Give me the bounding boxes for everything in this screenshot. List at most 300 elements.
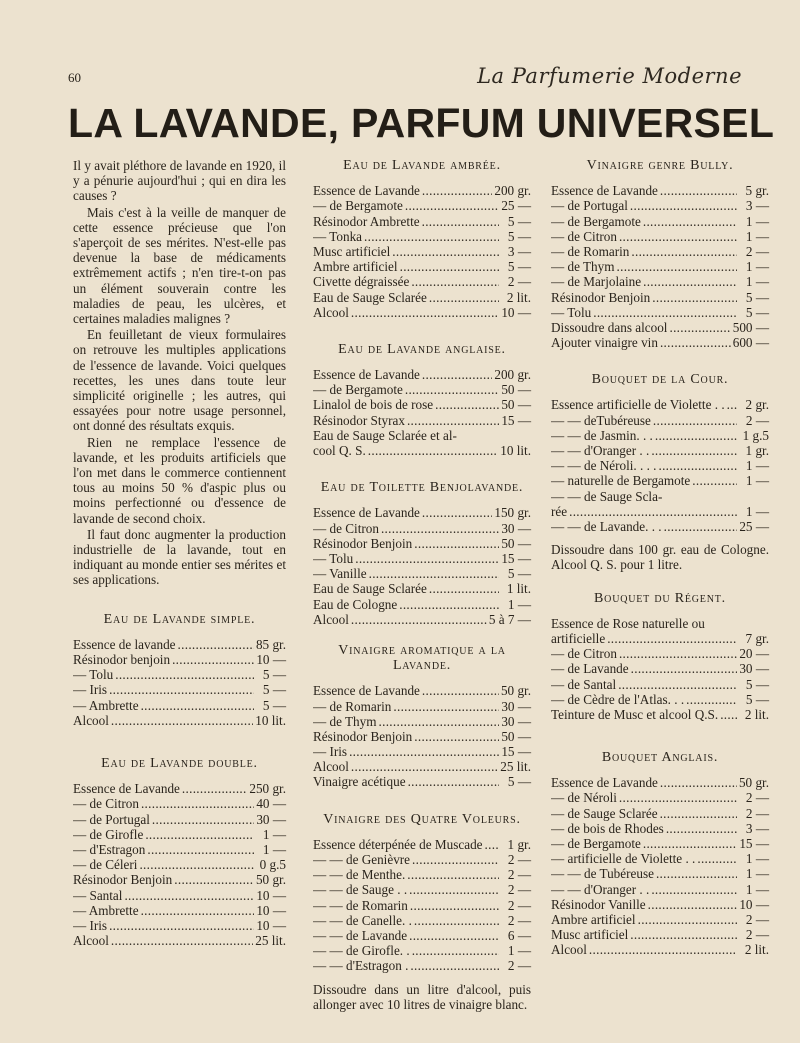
ingredient-row (551, 290, 769, 305)
ingredient-quantity: 5 — (507, 228, 531, 244)
ingredient-row (313, 428, 531, 443)
leader-dots (115, 667, 254, 682)
ingredient-quantity: 10 — (256, 652, 286, 668)
page-number: 60 (68, 70, 81, 85)
ingredient-quantity: 5 gr. (745, 183, 769, 199)
ingredient-quantity: 5 — (507, 774, 531, 790)
ingredient-quantity: 1 — (745, 503, 769, 519)
leader-dots (139, 857, 254, 872)
ingredient-quantity: 10 — (739, 896, 769, 912)
leader-dots (349, 744, 499, 759)
ingredient-row (313, 413, 531, 428)
ingredient-name: — de Marjolaine (551, 274, 642, 290)
ingredient-row (73, 857, 286, 872)
leader-dots (109, 918, 254, 933)
ingredient-row (551, 775, 769, 790)
ingredient-row (73, 812, 286, 827)
ingredient-quantity: 5 — (507, 213, 531, 229)
ingredient-quantity: 1 — (507, 596, 531, 612)
recipe (73, 612, 286, 728)
ingredient-name: Essence de Rose naturelle ou (551, 615, 705, 631)
intro-paragraph: Rien ne remplace l'essence de lavande, et les produits artificiels que l'on met dans le commerce contiennent tous au moins 50 % d'aspic plus ou moins perfectionné ou d'essence de lavande de second choix. (73, 434, 286, 526)
ingredient-name: Essence de Lavande (313, 367, 420, 383)
ingredient-name: Essence de Lavande (551, 775, 658, 791)
ingredient-name: Essence de Lavande (313, 505, 420, 521)
leader-dots (405, 382, 499, 397)
ingredient-name: Ambre artificiel (313, 259, 398, 275)
ingredient-quantity: 15 — (501, 412, 531, 428)
ingredient-row (73, 918, 286, 933)
ingredient-name: — — de Néroli. . . . (551, 458, 657, 474)
ingredient-row (313, 759, 531, 774)
intro-text (73, 158, 286, 588)
ingredient-quantity: 5 — (507, 566, 531, 582)
ingredient-row (313, 367, 531, 382)
intro-paragraph: En feuilletant de vieux formulaires on retrouve les multiples applications de l'essence de lavande. Voici quelques recettes, les unes dans toute leur simplicité originelle ; les autres, qui essayées pour notre usage personnel, ont donné des résultats exquis. (73, 327, 286, 434)
ingredient-row (551, 942, 769, 957)
ingredient-name: Teinture de Musc et alcool Q.S. (551, 706, 719, 722)
ingredient-row (73, 872, 286, 887)
recipe-title: Eau de Lavande ambrée. (343, 158, 501, 173)
leader-dots (368, 443, 498, 458)
ingredient-name: — — d'Estragon . (313, 958, 409, 974)
leader-dots (429, 581, 499, 596)
recipe (313, 342, 531, 458)
ingredient-name: — de Portugal (73, 811, 150, 827)
ingredient-quantity: 25 — (501, 198, 531, 214)
ingredient-quantity: 50 — (501, 382, 531, 398)
ingredient-row (551, 274, 769, 289)
leader-dots (410, 958, 499, 973)
ingredient-quantity: 1 — (745, 851, 769, 867)
recipe (551, 158, 769, 350)
recipe-title: Eau de Lavande double. (101, 756, 258, 772)
leader-dots (429, 290, 499, 305)
ingredient-quantity: 2 gr. (745, 397, 769, 413)
ingredient-row (551, 244, 769, 259)
ingredient-quantity: 2 — (507, 912, 531, 928)
ingredient-row (551, 631, 769, 646)
ingredient-name: — de Céleri (73, 857, 138, 873)
ingredient-name: — — de Sauge . . (313, 882, 408, 898)
recipe-title: Bouquet du Régent. (594, 590, 726, 606)
ingredient-quantity: 7 gr. (745, 630, 769, 646)
ingredient-quantity: 20 — (739, 646, 769, 662)
ingredient-row (73, 713, 286, 728)
leader-dots (392, 244, 499, 259)
leader-dots (648, 897, 737, 912)
ingredient-name: — artificielle de Violette . . (551, 851, 696, 867)
leader-dots (660, 183, 737, 198)
leader-dots (414, 536, 499, 551)
ingredient-row (551, 882, 769, 897)
ingredient-quantity: 30 — (501, 713, 531, 729)
leader-dots (643, 274, 737, 289)
ingredient-name: — de Portugal (551, 198, 628, 214)
leader-dots (407, 413, 499, 428)
leader-dots (409, 928, 499, 943)
ingredient-row (313, 198, 531, 213)
ingredient-quantity: 2 lit. (744, 706, 769, 722)
ingredient-quantity: 1 — (745, 213, 769, 229)
ingredient-row (313, 566, 531, 581)
ingredient-name: — de Santal (551, 676, 617, 692)
leader-dots (410, 898, 499, 913)
ingredient-row (551, 866, 769, 881)
ingredient-name: artificielle (551, 630, 606, 646)
ingredient-row (551, 259, 769, 274)
recipe-title: Eau de Lavande simple. (103, 611, 256, 627)
ingredient-name: Eau de Cologne (313, 596, 398, 612)
ingredient-row (313, 229, 531, 244)
ingredient-quantity: 2 — (745, 243, 769, 259)
ingredient-quantity: 1 — (507, 943, 531, 959)
ingredient-quantity: 5 — (262, 682, 286, 698)
leader-dots (655, 428, 737, 443)
ingredient-row (73, 842, 286, 857)
ingredient-name: — Iris (73, 682, 108, 698)
ingredient-quantity: 50 gr. (738, 775, 769, 791)
ingredient-name: — — de Sauge Scla- (551, 488, 663, 504)
ingredient-row (313, 382, 531, 397)
leader-dots (407, 867, 499, 882)
ingredient-quantity: 5 — (745, 289, 769, 305)
ingredient-quantity: 0 g.5 (259, 857, 286, 873)
ingredient-quantity: 5 — (262, 697, 286, 713)
intro-paragraph: Mais c'est à la veille de manquer de cette essence précieuse que l'on s'aperçoit de ses mérites. N'est-elle pas devenue la base de médicaments extrêmement actifs ; n'en tire-t-on pas un élément souverain contre les maladies de peau, les ulcères, et certaines maladies malignes ? (73, 204, 286, 327)
ingredient-quantity: 2 — (507, 958, 531, 974)
ingredient-quantity: 1 — (745, 473, 769, 489)
ingredient-row (313, 214, 531, 229)
intro-paragraph: Il faut donc augmenter la production industrielle de la lavande, tout en indiquant au monde entier ses mérites et ses applications. (73, 526, 286, 588)
leader-dots (379, 714, 500, 729)
leader-dots (147, 842, 254, 857)
leader-dots (643, 836, 737, 851)
recipe (313, 643, 531, 790)
ingredient-name: — de Cèdre de l'Atlas. . . (551, 691, 685, 707)
leader-dots (619, 646, 737, 661)
leader-dots (405, 198, 499, 213)
ingredient-row (313, 958, 531, 973)
ingredient-quantity: 1 g.5 (742, 427, 769, 443)
leader-dots (697, 851, 737, 866)
leader-dots (485, 837, 499, 852)
ingredient-quantity: 30 — (501, 520, 531, 536)
ingredient-row (551, 616, 769, 631)
ingredient-name: Linalol de bois de rose (313, 397, 434, 413)
ingredient-name: — Tolu (313, 550, 354, 566)
ingredient-row (551, 806, 769, 821)
ingredient-row (313, 852, 531, 867)
ingredient-quantity: 1 — (745, 881, 769, 897)
leader-dots (651, 882, 737, 897)
ingredient-quantity: 1 — (745, 458, 769, 474)
ingredient-row (551, 646, 769, 661)
ingredient-name: Alcool (551, 942, 587, 958)
ingredient-name: — — d'Oranger . . (551, 881, 650, 897)
leader-dots (638, 912, 737, 927)
ingredient-quantity: 15 — (501, 550, 531, 566)
ingredient-name: Résinodor Ambrette (313, 213, 420, 229)
leader-dots (660, 775, 737, 790)
leader-dots (631, 661, 737, 676)
ingredient-name: Essence de Lavande (313, 683, 420, 699)
ingredient-quantity: 3 — (745, 820, 769, 836)
ingredient-name: — — de Genièvre (313, 852, 411, 868)
leader-dots (351, 759, 498, 774)
ingredient-name: Eau de Sauge Sclarée (313, 581, 427, 597)
column-1 (73, 158, 286, 948)
ingredient-row (551, 473, 769, 488)
leader-dots (630, 927, 737, 942)
ingredient-name: — Ambrette (73, 697, 139, 713)
ingredient-name: — de Citron (551, 646, 617, 662)
ingredient-row (313, 928, 531, 943)
ingredient-quantity: 85 gr. (255, 636, 286, 652)
column-1-recipes (73, 612, 286, 949)
ingredient-name: Eau de Sauge Sclarée et al- (313, 427, 457, 443)
leader-dots (351, 305, 499, 320)
recipe (551, 372, 769, 572)
leader-dots (589, 942, 737, 957)
ingredient-row (73, 903, 286, 918)
column-2-recipes (313, 158, 531, 1012)
ingredient-row (313, 521, 531, 536)
ingredient-row (551, 912, 769, 927)
leader-dots (607, 631, 737, 646)
ingredient-name: — de Citron (313, 520, 379, 536)
leader-dots (411, 274, 499, 289)
ingredient-row (313, 867, 531, 882)
leader-dots (618, 677, 737, 692)
leader-dots (172, 652, 254, 667)
leader-dots (422, 683, 499, 698)
ingredient-row (551, 661, 769, 676)
recipe (313, 480, 531, 627)
ingredient-quantity: 5 — (507, 259, 531, 275)
leader-dots (369, 566, 499, 581)
ingredient-row (551, 489, 769, 504)
ingredient-row (313, 274, 531, 289)
leader-dots (141, 698, 254, 713)
ingredient-row (551, 320, 769, 335)
ingredient-name: Dissoudre dans alcool (551, 319, 668, 335)
ingredient-quantity: 1 — (745, 274, 769, 290)
ingredient-row (551, 305, 769, 320)
ingredient-quantity: 50 gr. (255, 872, 286, 888)
ingredient-quantity: 2 — (745, 790, 769, 806)
leader-dots (393, 699, 499, 714)
ingredient-quantity: 200 gr. (494, 367, 531, 383)
ingredient-quantity: 30 — (256, 811, 286, 827)
ingredient-name: Essence de lavande (73, 636, 176, 652)
ingredient-name: — de bois de Rhodes (551, 820, 664, 836)
recipe (551, 750, 769, 957)
ingredient-row (73, 667, 286, 682)
recipe-title: Bouquet Anglais. (601, 750, 719, 766)
leader-dots (412, 852, 499, 867)
ingredient-row (313, 397, 531, 412)
ingredient-quantity: 50 gr. (500, 683, 531, 699)
ingredient-quantity: 10 — (256, 917, 286, 933)
leader-dots (617, 259, 738, 274)
ingredient-quantity: 25 — (739, 518, 769, 534)
ingredient-row (551, 428, 769, 443)
leader-dots (408, 774, 499, 789)
ingredient-row (313, 913, 531, 928)
leader-dots (178, 637, 254, 652)
leader-dots (652, 290, 737, 305)
leader-dots (355, 551, 499, 566)
ingredient-name: — — deTubéreuse (551, 412, 651, 428)
ingredient-name: Essence déterpénée de Muscade (313, 836, 483, 852)
column-2 (313, 158, 531, 1014)
ingredient-name: — — de Tubéreuse (551, 866, 654, 882)
ingredient-quantity: 1 lit. (506, 581, 531, 597)
ingredient-quantity: 2 — (745, 805, 769, 821)
ingredient-name: — — de Lavande (313, 927, 408, 943)
ingredient-quantity: 50 — (501, 397, 531, 413)
ingredient-row (551, 335, 769, 350)
ingredient-quantity: 1 — (262, 841, 286, 857)
recipe (313, 812, 531, 1012)
ingredient-row (313, 729, 531, 744)
leader-dots (435, 397, 499, 412)
ingredient-quantity: 5 à 7 — (488, 611, 531, 627)
ingredient-row (551, 504, 769, 519)
ingredient-name: — d'Estragon (73, 841, 146, 857)
ingredient-name: Ambre artificiel (551, 911, 636, 927)
intro-paragraph: Il y avait pléthore de lavande en 1920, il y a pénurie aujourd'hui ; qui en dira les causes ? (73, 158, 286, 204)
ingredient-row (73, 652, 286, 667)
leader-dots (656, 866, 737, 881)
ingredient-row (73, 637, 286, 652)
recipe-title: Bouquet de la Cour. (591, 372, 729, 388)
leader-dots (422, 214, 499, 229)
ingredient-quantity: 30 — (739, 661, 769, 677)
ingredient-row (313, 683, 531, 698)
column-3-recipes (551, 158, 769, 958)
ingredient-quantity: 10 lit. (500, 443, 531, 459)
leader-dots (653, 413, 737, 428)
ingredient-quantity: 5 — (745, 691, 769, 707)
leader-dots (727, 397, 737, 412)
leader-dots (109, 682, 254, 697)
ingredient-name: Musc artificiel (551, 927, 629, 943)
leader-dots (111, 933, 253, 948)
ingredient-name: — — de Jasmin. . . (551, 427, 653, 443)
ingredient-name: rée (551, 503, 568, 519)
ingredient-name: — Santal (73, 887, 123, 903)
ingredient-quantity: 2 — (507, 897, 531, 913)
ingredient-row (551, 397, 769, 412)
ingredient-row (73, 781, 286, 796)
ingredient-name: — de Romarin (313, 698, 392, 714)
ingredient-quantity: 1 — (745, 228, 769, 244)
ingredient-row (551, 443, 769, 458)
leader-dots (409, 882, 499, 897)
leader-dots (660, 806, 737, 821)
ingredient-quantity: 6 — (507, 927, 531, 943)
ingredient-name: — — de Canelle. . (313, 912, 412, 928)
ingredient-name: — de Citron (73, 796, 139, 812)
ingredient-name: Résinodor Vanille (551, 896, 646, 912)
ingredient-name: Résinodor Benjoin (73, 872, 173, 888)
ingredient-row (73, 933, 286, 948)
ingredient-quantity: 2 lit. (744, 942, 769, 958)
leader-dots (643, 214, 737, 229)
leader-dots (660, 335, 731, 350)
recipe-title: Vinaigre des Quatre Voleurs. (323, 811, 521, 827)
recipe-title: Vinaigre aromatique a la Lavande. (338, 642, 506, 674)
ingredient-quantity: 200 gr. (494, 183, 531, 199)
ingredient-quantity: 1 gr. (507, 836, 531, 852)
ingredient-name: Alcool (313, 611, 349, 627)
ingredient-row (551, 183, 769, 198)
ingredient-quantity: 500 — (732, 319, 769, 335)
recipe (551, 591, 769, 723)
leader-dots (422, 183, 492, 198)
leader-dots (720, 707, 737, 722)
leader-dots (414, 729, 499, 744)
ingredient-quantity: 5 — (262, 667, 286, 683)
ingredient-row (313, 597, 531, 612)
ingredient-name: — naturelle de Bergamote (551, 473, 691, 489)
ingredient-name: — — de Menthe. (313, 867, 406, 883)
journal-title: La Parfumerie Moderne (477, 64, 742, 88)
article-title: LA LAVANDE, PARFUM UNIVERSEL (68, 100, 775, 146)
ingredient-quantity: 2 lit. (506, 289, 531, 305)
ingredient-name: — de Girofle (73, 826, 144, 842)
ingredient-quantity: 30 — (501, 698, 531, 714)
ingredient-name: — Iris (313, 744, 348, 760)
ingredient-name: — Tolu (73, 667, 114, 683)
ingredient-quantity: 2 — (507, 274, 531, 290)
ingredient-name: — — de Girofle. . (313, 943, 410, 959)
leader-dots (593, 305, 737, 320)
leader-dots (152, 812, 254, 827)
leader-dots (669, 320, 730, 335)
ingredient-name: — Vanille (313, 566, 367, 582)
leader-dots (686, 692, 737, 707)
ingredient-name: — — de Lavande. . . (551, 518, 662, 534)
leader-dots (400, 259, 499, 274)
leader-dots (664, 519, 737, 534)
ingredient-name: cool Q. S. (313, 443, 366, 459)
leader-dots (651, 443, 737, 458)
ingredient-name: — de Thym (313, 713, 377, 729)
ingredient-name: Alcool (313, 759, 349, 775)
ingredient-name: — de Bergamote (313, 198, 403, 214)
ingredient-quantity: 1 — (745, 259, 769, 275)
ingredient-row (551, 519, 769, 534)
ingredient-quantity: 2 — (745, 911, 769, 927)
ingredient-row (313, 244, 531, 259)
ingredient-name: Alcool (313, 304, 349, 320)
ingredient-quantity: 25 lit. (255, 933, 286, 949)
ingredient-name: Résinodor Benjoin (313, 535, 413, 551)
leader-dots (666, 821, 737, 836)
ingredient-row (313, 259, 531, 274)
ingredient-row (551, 851, 769, 866)
ingredient-row (313, 443, 531, 458)
leader-dots (631, 244, 737, 259)
leader-dots (630, 198, 737, 213)
leader-dots (351, 612, 487, 627)
leader-dots (422, 505, 492, 520)
ingredient-name: — — de Romarin (313, 897, 408, 913)
ingredient-row (551, 692, 769, 707)
